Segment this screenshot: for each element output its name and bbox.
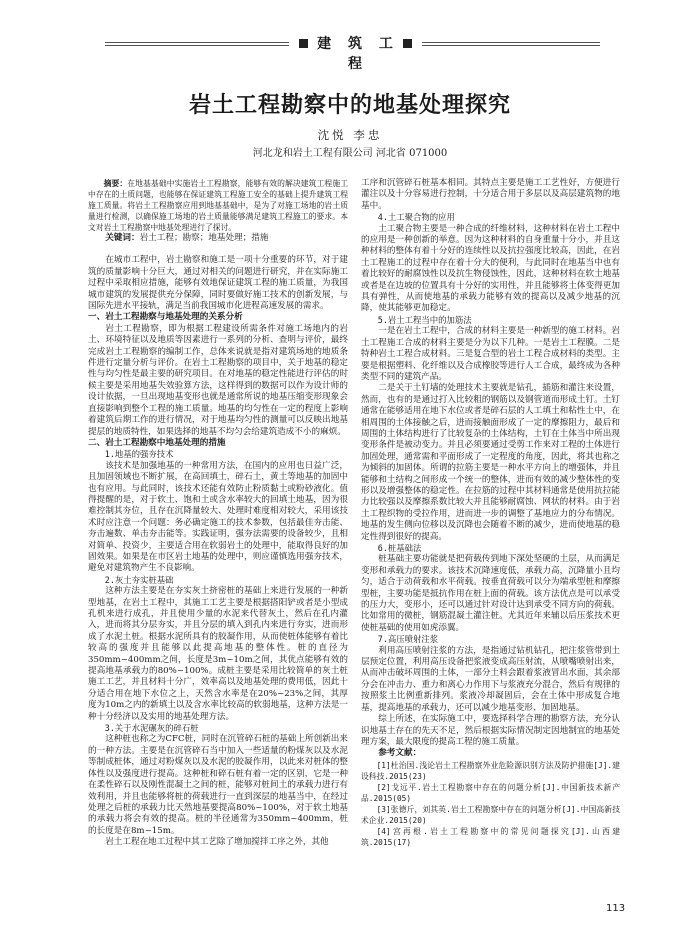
subsection-2-4-heading: 4.土工聚合物的应用	[377, 212, 455, 223]
keywords-label: 关键词：	[105, 233, 140, 243]
section-1-paragraph: 岩土工程勘察，即为根据工程建设所需条件对施工场地内的岩土、环境特征以及地质等因素进行一系列的分析、查明与评价，最终完成岩土工程勘察的编制工作，总体来说就是指对建筑场地的地质条件进行定量分析与评价。在岩土工程勘察的项目中，关于地基的稳定性与均匀性是最主要的研究项目。在对地基的稳定性能进行评估的时候主要是采用地基失效验算方法，这样得到的数据可以作为设计师的设计依据，一旦出现地基变形也就是通常所说的地基压缩变形现象会直接影响到整个工程的施工质量。地基的均匀性在一定的程度上影响着建筑后期工作的进行情况，对于地基均匀性的测量可以反映出地基提层的地质特性，如果选择的地基不均匀会给建筑造成不小的麻烦。	[88, 323, 348, 437]
subsection-2-5-paragraph: 一是在岩土工程中，合成的材料主要是一种新型的施工材料。岩土工程施工合成的材料主要是分为以下几种。一是岩土工程膜。二是特种岩土工程合成材料。三是复合型的岩土工程合成材料的类型。主要是根据塑料、化纤维以及合成橡胶等进行人工合成，最终成为各种类型不同的建筑产品。	[361, 326, 620, 382]
subsection-2-3-continuation: 工序和沉管碎石桩基本相同。其特点主要是施工工艺性好，方便进行灌注以及十分容易进行控制，十分适合用于多层以及高层建筑物的地基中。	[361, 178, 620, 211]
keywords-text: 岩土工程；勘察；地基处理；措施	[139, 233, 269, 243]
section-header	[105, 36, 600, 72]
subsection-2-5-paragraph-2: 二是关于土钉墙的处理技术主要就是钻孔，插筋和灌注来设置，然而，也有的是通过打入比较粗的钢筋以及钢管道而形成土钉。土钉通常在能够适用在地下水位或者是碎石层的人工填土和粘性土中，在相周围的土体接触之后，进而接触面形成了一定的摩擦阻力，最后和周围的土体结构进行了比较复杂的土体结构，土钉在土体当中所出现变形条件是被动变力。并且必须要通过受剪工作来对工程的土体进行加固处理，通常需和平面形成了一定程度的角度，因此，将其也称之为倾斜的加固体。所谓的拉筋主要是一种水平方向上的增强体，并且能够和土结构之间形成一个统一的整体，进而有效的减少整体性的变形以及增强整体的稳定性。在拉筋的过程中其材料通常是使用抗拉能力比较强以及摩擦系数比较大并且能够耐腐蚀、网状的材料。由于岩土工程织物的受拉作用，进而进一步的调整了基地应力的分布情况。地基的发生侧向位移以及沉降也会随着不断的减少，进而使地基的稳定性得到很好的提高。	[361, 383, 620, 542]
abstract	[88, 178, 348, 233]
conclusion-paragraph: 综上所述，在实际施工中，要选择科学合理的勘察方法，充分认识地基土存在的先天不足，然后根据实际情况制定因地制宜的地基处理方案，最大限度的提高工程的施工质量。	[361, 714, 620, 747]
subsection-2-2-heading: 2.灰土夯实桩基础	[104, 574, 174, 585]
subsection-2-7-paragraph: 利用高压喷射注浆的方法，是指通过钻机钻孔，把注浆管带到土层预定位置，利用高压设备把浆液变成高压射流，从喷嘴喷射出来，从而冲击破坏周围的土体，一部分土料会跟着浆液冒出水面，其余部分会在冲击力、重力和离心力作用下与浆液充分混合，然后有规律的按照浆土比例重新排列。浆液冷却凝固后，会在土体中形成复合地基，提高地基的承载力，还可以减少地基变形、加固地基。	[361, 645, 620, 713]
abstract-label: 摘要：	[103, 179, 128, 188]
subsection-2-3-paragraph-cont: 岩土工程在地工过程中其工艺除了增加搅拌工序之外，其他	[105, 837, 329, 848]
article-affiliation: 河北龙和岩土工程有限公司 河北省 071000	[252, 148, 448, 159]
section-label: 建 筑 工 程	[317, 36, 399, 72]
article-title: 岩土工程勘察中的地基处理探究	[188, 93, 511, 118]
reference-item: [1]杜治国.浅论岩土工程勘察外业危险源识别方法及防护措施[J].建设科技.2015(23)	[361, 760, 620, 781]
right-column	[361, 178, 620, 848]
subsection-2-1-paragraph: 该技术是加强地基的一种常用方法，在国内的应用也日益广泛，且加固领域也不断扩展，在高回填土，碎石土，黄土等地基的加固中也有应用。与此同时，该技术还能有效防止粉质黏土或粉砂液化。值得提醒的是，对于软土、饱和土或含水率较大的回填土地基，因为很难控制其夯位，且存在沉降量较大、处理时难度相对较大，采用该技术时应注意一个问题：务必确定施工的技术参数，包括最佳夯击能、夯击遍数、单击夯击能等。实践证明，强夯法需要的设备较少，且相对简单、投资少，主要适合用在软弱岩土的处理中，能取得良好的加固效果。如果是在市区岩土地基的处理中，则应谨慎选用强夯技术，避免对建筑物产生不良影响。	[88, 460, 348, 574]
header-rule-right	[422, 42, 600, 46]
subsection-2-1-heading: 1.地基的强夯技术	[104, 449, 174, 460]
subsection-2-5-heading: 5.岩土工程当中的加筋法	[377, 314, 472, 325]
intro-paragraph: 在城市工程中，岩土勘察和施工是一项十分重要的环节，对于建筑的质量影响十分巨大，通过对相关的问题进行研究，并在实际施工过程中采取相应措施，能够有效地保证建筑工程的施工质量，为我国城市建筑的发展提供充分保障，同时要做好施工技术的创新发展，与国际先进水平接轨，满足当前我国城市化进程高速发展的需求。	[88, 255, 348, 312]
subsection-2-7-heading: 7.高压喷射注浆	[377, 634, 439, 645]
reference-item: [4]宫再根.岩土工程勘察中的常见问题探究[J].山西建筑.2015(17)	[361, 826, 620, 847]
references-heading: 参考文献：	[378, 748, 422, 759]
header-square-left-icon	[299, 39, 308, 48]
header-rule-left	[105, 42, 289, 46]
subsection-2-3-heading: 3.关于水泥碾灰的碎石桩	[104, 723, 199, 734]
reference-item: [2]戈远平.岩土工程勘察中存在的问题分析[J].中国新技术新产品.2015(05)	[361, 782, 620, 803]
subsection-2-6-heading: 6.桩基础法	[377, 543, 422, 553]
article-authors: 沈悦 李忠	[317, 128, 383, 142]
header-square-right-icon	[403, 39, 412, 48]
subsection-2-3-paragraph: 这种桩也称之为CFC桩，同时在沉管碎石桩的基础上所创新出来的一种方法。主要是在沉管碎石当中加入一些适量的粉煤灰以及水泥等制成桩体，通过对粉煤灰以及水泥的胶凝作用，以此来对桩体的整体性以及强度进行提高。这种桩和碎石桩有着一定的区别，它是一种在柔性碎石以及刚性混凝土之间的桩，能够对桩间土的承载力进行有效利用，并且也能够将桩的荷载进行一直到深层的地基当中，在经过处理之后桩的承载力比天然地基要提高80%~100%，对于软土地基的承载力将会有效的提高。桩的半径通常为350mm~400mm，桩的长度是在8m~15m。	[88, 734, 348, 836]
section-2-heading: 二、岩土工程勘察中地基处理的措施	[88, 437, 226, 448]
abstract-text: 在地基基础中实施岩土工程勘察，能够有效的解决建筑工程施工中存在的土质问题，也能够在保证建筑工程施工安全的基础上提升建筑工程施工质量。将岩土工程勘察应用到地基基础中，是为了对施工场地的岩土质量进行检测，以确保施工场地的岩土质量能够满足建筑工程施工的要求。本文对岩土工程勘察中地基处理进行了探讨。	[88, 179, 349, 232]
reference-item: [3]张德斤，刘其英.岩土工程勘察中存在的问题分析[J].中国高新技术企业.2015(20)	[361, 804, 620, 825]
subsection-2-2-paragraph: 这种方法主要是在夯实灰土挤密桩的基础上来进行发展的一种新型地基，在岩土工程中，其施工工艺主要是根据搭阳铲或者是小型成孔机来进行成孔，并且使用少量的水泥来代替灰土，然后在孔内灌入，进而将其分层夯实，并且分层的填入到孔内来进行夯实，进而形成了水泥土桩。根据水泥所具有的胶凝作用，从而使桩体能够有着比较高的强度并且能够以此提高地基的整体性。桩的直径为350mm~400mm之间，长度是3m~10m之间，其优点能够有效的提高地基承载力的80%~100%。成桩主要是采用比较简单的灰土桩施工工艺，并且材料十分广，效率高以及地基处理的费用低，因此十分适合用在地下水位之上，天然含水率是在20%~23%之间，其厚度为10m之内的新填土以及含水率比较高的软弱地基，这种方法是一种十分经济以及实用的地基处理方法。	[88, 586, 348, 722]
page-number: 113	[606, 903, 626, 914]
left-column	[88, 178, 348, 849]
keywords	[88, 233, 348, 244]
section-1-heading: 一、岩土工程勘察与地基处理的关系分析	[88, 312, 243, 323]
subsection-2-4-paragraph: 土工聚合物主要是一种合成的纤维材料，这种材料在岩土工程中的应用是一种创新的举意。因为这种材料的自身重量十分小，并且这种材料的整体有着十分好的连续性以及抗拉强度比较高，因此，在岩土工程施工的过程中存在着十分大的便利，与此同时在地基当中也有着比较好的耐腐蚀性以及抗生物侵蚀性，因此，这种材料在软土地基或者是在边坡的位置具有十分好的实用性，并且能够将土体变得更加具有弹性，从而使地基的承载力能够有效的提高以及减少地基的沉降，使其能够更加稳定。	[361, 223, 620, 314]
subsection-2-6-paragraph: 桩基础主要功能就是把荷载传到地下深处坚硬的土层，从而满足变形和承载力的要求。该技术沉降速度低，承载力高，沉降量小且均匀，适合于动荷载和水平荷载。按垂直荷载可以分为端承型桩和摩擦型桩，主要功能是抵抗作用在桩上面的荷载。该方法优点是可以承受的压力大，变形小，还可以通过针对设计达到承受不同方向的荷载。比如常用的微桩，钢筋混凝土灌注桩。尤其近年来辅以后压浆技术更使桩基础的使用如虎添翼。	[361, 554, 620, 633]
